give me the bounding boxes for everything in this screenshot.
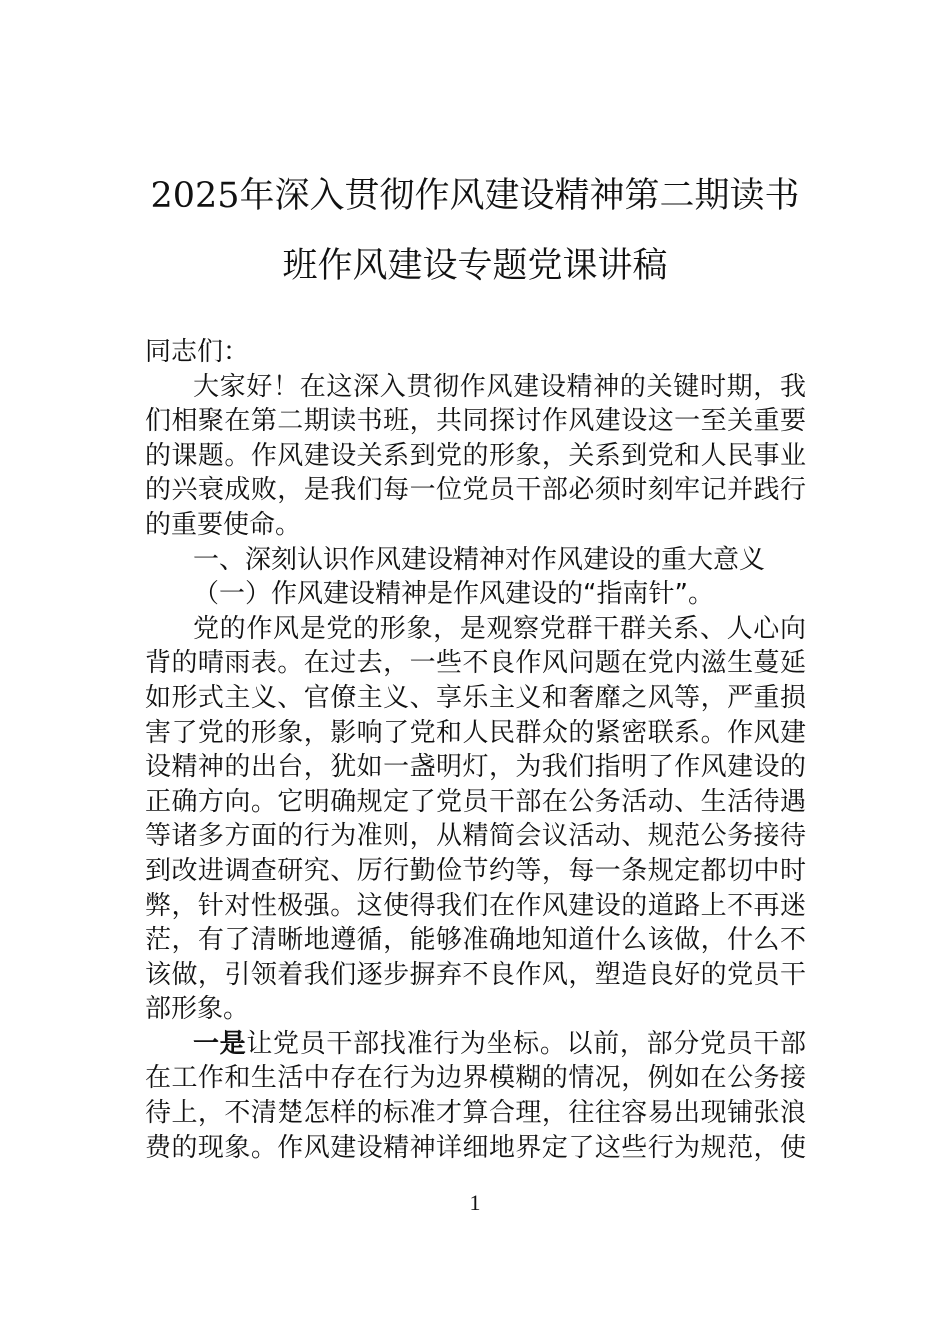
text-line: 们相聚在第二期读书班，共同探讨作风建设这一至关重要 (145, 406, 806, 437)
text-line: 大家好！在这深入贯彻作风建设精神的关键时期，我 (193, 371, 806, 402)
text-line: 弊，针对性极强。这使得我们在作风建设的道路上不再迷 (145, 890, 806, 921)
text-line: 正确方向。它明确规定了党员干部在公务活动、生活待遇 (145, 786, 806, 817)
text-line: 茫，有了清晰地遵循，能够准确地知道什么该做，什么不 (145, 925, 806, 956)
text-line: 等诸多方面的行为准则，从精简会议活动、规范公务接待 (145, 821, 806, 852)
text-line: 的课题。作风建设关系到党的形象，关系到党和人民事业 (145, 440, 806, 471)
text-line: 如形式主义、官僚主义、享乐主义和奢靡之风等，严重损 (145, 682, 806, 713)
page-number: 1 (469, 1190, 481, 1215)
text-line: 该做，引领着我们逐步摒弃不良作风，塑造良好的党员干 (145, 959, 806, 990)
text-line: 背的晴雨表。在过去，一些不良作风问题在党内滋生蔓延 (145, 648, 806, 679)
text-line: 设精神的出台，犹如一盏明灯，为我们指明了作风建设的 (145, 752, 806, 783)
text-line: 的兴衰成败，是我们每一位党员干部必须时刻牢记并践行 (145, 475, 806, 506)
line-text: 让党员干部找准行为坐标。以前，部分党员干部 (246, 1028, 806, 1059)
bold-lead-text: 一是 (193, 1028, 247, 1059)
text-line: 到改进调查研究、厉行勤俭节约等，每一条规定都切中时 (145, 855, 806, 886)
text-line: 党的作风是党的形象，是观察党群干群关系、人心向 (193, 613, 806, 644)
text-line: 部形象。 (145, 994, 250, 1025)
text-line: 待上，不清楚怎样的标准才算合理，往往容易出现铺张浪 (145, 1098, 806, 1129)
document-title-line-1: 2025年深入贯彻作风建设精神第二期读书 (150, 176, 800, 216)
text-line (145, 1027, 806, 1062)
text-line: 在工作和生活中存在行为边界模糊的情况，例如在公务接 (145, 1063, 806, 1094)
text-line: 害了党的形象，影响了党和人民群众的紧密联系。作风建 (145, 717, 806, 748)
text-line: 费的现象。作风建设精神详细地界定了这些行为规范，使 (145, 1132, 806, 1163)
document-title-line-2: 班作风建设专题党课讲稿 (282, 246, 668, 286)
text-line: 一、深刻认识作风建设精神对作风建设的重大意义 (193, 544, 766, 575)
text-line: 同志们： (145, 337, 250, 367)
text-line: （一）作风建设精神是作风建设的“指南针”。 (193, 579, 714, 610)
text-line: 的重要使命。 (145, 509, 302, 540)
document-body (145, 335, 806, 1165)
